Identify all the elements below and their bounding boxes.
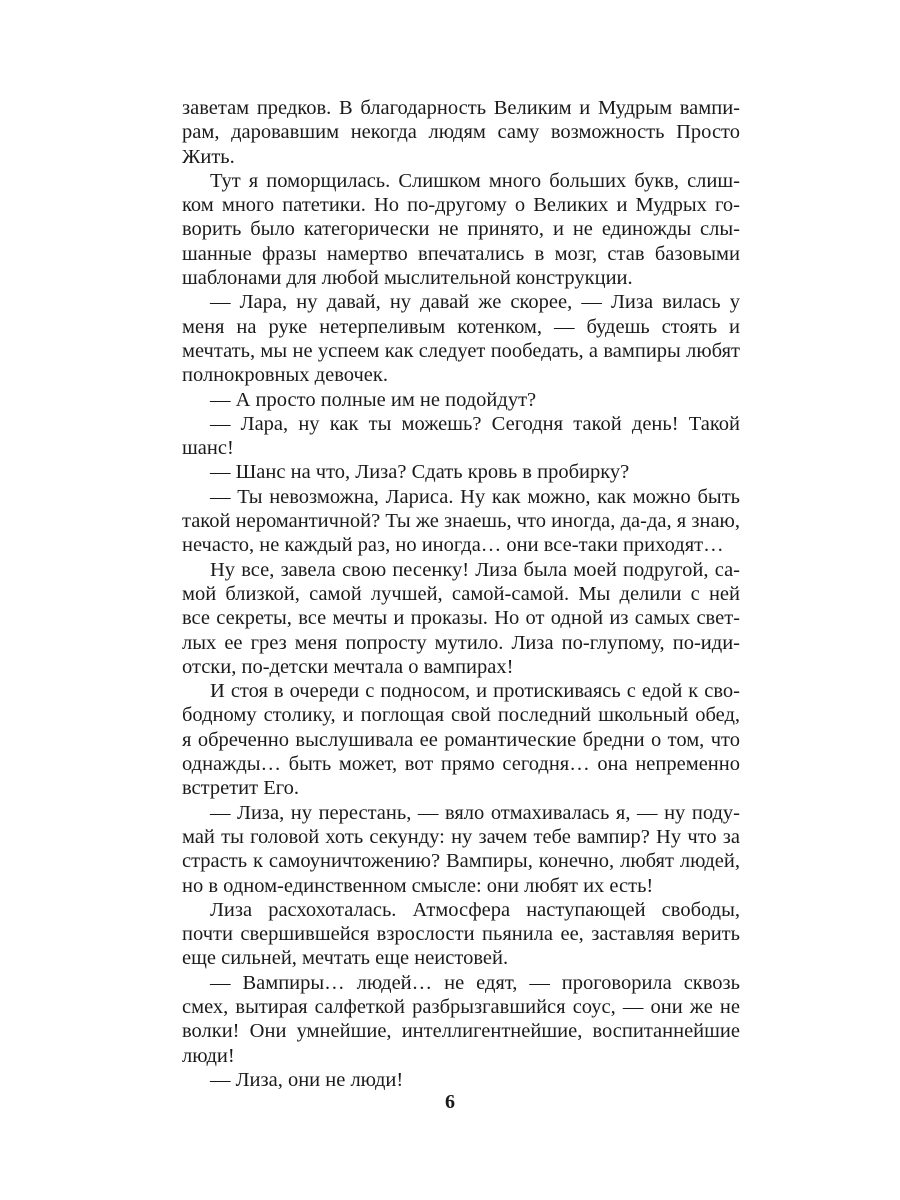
paragraph: — Лара, ну давай, ну давай же скорее, — Лиза вилась у меня на руке нетерпеливым котенком, — будешь стоять и мечтать, мы не успеем как следует пообедать, а вампиры любят полнокровных девочек. [182,291,740,387]
paragraph: — Шанс на что, Лиза? Сдать кровь в пробирку? [210,461,630,484]
paragraph: — Лиза, ну перестань, — вяло отмахивалась я, — ну подумай ты головой хоть секунду: ну зачем тебе вампир? Ну что за страсть к самоуничтожению? Вампиры, конечно, любят людей, но в одном-единственном смысле: они любят их есть! [182,801,740,897]
paragraph: Ну все, завела свою песенку! Лиза была моей подругой, самой близкой, самой лучшей, самой-самой. Мы делили с ней все секреты, все мечты и проказы. Но от одной из самых светлых ее грез меня попросту мутило. Лиза по-глупому, по-идиотски, по-детски мечтала о вампирах! [182,558,740,678]
paragraph: — Лиза, они не люди! [210,1068,404,1091]
paragraph: И стоя в очереди с подносом, и протискиваясь с едой к свободному столику, и поглощая свой последний школьный обед, я обреченно выслушивала ее романтические бредни о том, что однажды… быть может, вот прямо сегодня… она непременно встретит Его. [182,680,740,800]
page-number: 6 [445,1091,455,1113]
paragraph: Тут я поморщилась. Слишком много больших букв, слишком много патетики. Но по-другому о Великих и Мудрых говорить было категорически не принято, и не единожды слышанные фразы намертво впечатались в мозг, став базовыми шаблонами для любой мыслительной конструкции. [182,169,740,290]
paragraph: — Вампиры… людей… не едят, — проговорила сквозь смех, вытирая салфеткой разбрызгавшийся соус, — они же не волки! Они умнейшие, интеллигентнейшие, воспитаннейшие люди! [182,971,740,1067]
paragraph: заветам предков. В благодарность Великим и Мудрым вампирам, даровавшим некогда людям саму возможность Просто Жить. [182,97,740,168]
page-body-text [182,96,740,1092]
paragraph: — Ты невозможна, Лариса. Ну как можно, как можно быть такой неромантичной? Ты же знаешь, что иногда, да-да, я знаю, нечасто, не каждый раз, но иногда… они все-таки приходят… [182,485,740,557]
paragraph: — А просто полные им не подойдут? [210,388,537,411]
paragraph: Лиза расхохоталась. Атмосфера наступающей свободы, почти свершившейся взрослости пьянила ее, заставляя верить еще сильней, мечтать еще неистовей. [182,898,740,970]
paragraph: — Лара, ну как ты можешь? Сегодня такой день! Такой шанс! [182,412,740,460]
